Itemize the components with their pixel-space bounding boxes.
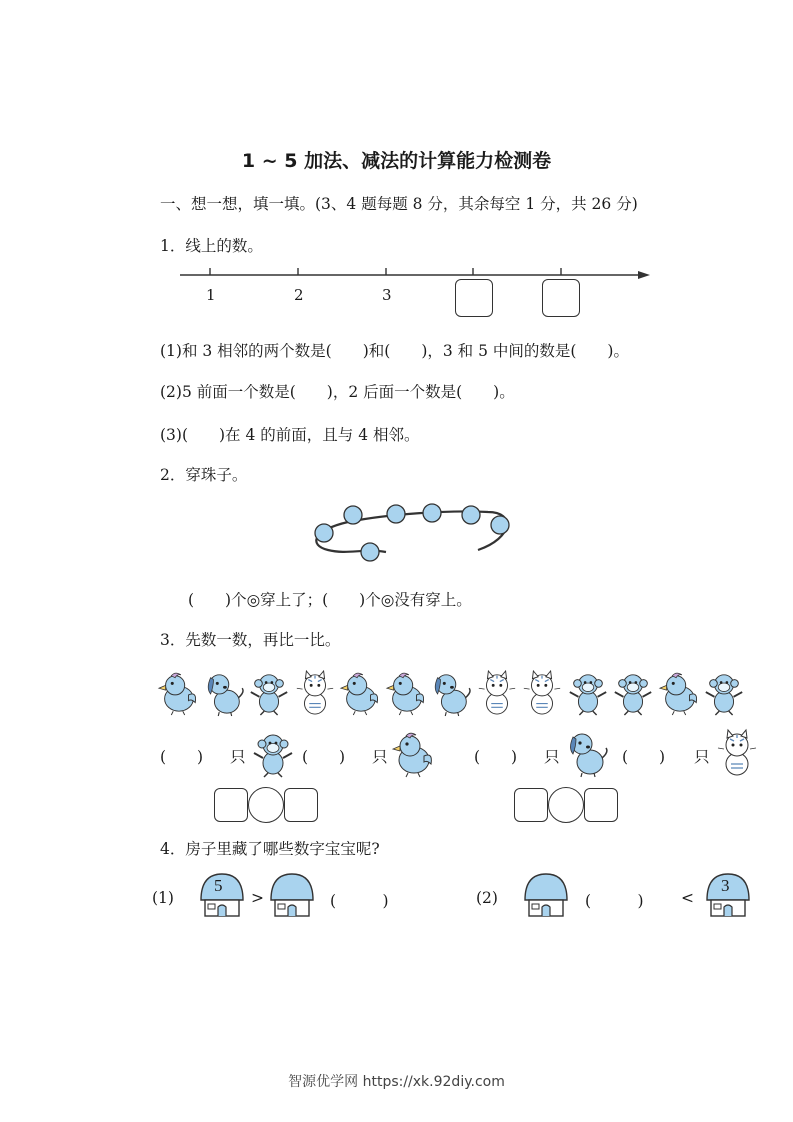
- q1-sub3: (3)( )在 4 的前面，且与 4 相邻。: [160, 426, 420, 444]
- bird-icon: [338, 668, 382, 718]
- monkey-icon: [247, 668, 291, 718]
- q4-part2-label: (2): [476, 889, 498, 907]
- q2-answer: ( )个◎穿上了；( )个◎没有穿上。: [188, 591, 472, 609]
- count-blank-dog[interactable]: ( ): [474, 748, 518, 766]
- count-blank-bird[interactable]: ( ): [302, 748, 346, 766]
- q3-heading: 3．先数一数，再比一比。: [160, 631, 341, 649]
- unit-label: 只: [544, 748, 560, 766]
- house-icon: [268, 872, 316, 920]
- monkey-icon: [250, 730, 296, 778]
- compare-count-box[interactable]: [514, 788, 548, 822]
- q4-heading: 4．房子里藏了哪些数字宝宝呢?: [160, 840, 380, 858]
- footer-watermark: 智源优学网 https://xk.92diy.com: [288, 1074, 505, 1090]
- cat-icon: [293, 668, 337, 718]
- unit-label: 只: [230, 748, 246, 766]
- answer-blank[interactable]: ( ): [330, 892, 389, 910]
- tick-label-1: 1: [206, 286, 216, 304]
- q2-heading: 2．穿珠子。: [160, 466, 248, 484]
- house-number: 3: [721, 876, 730, 895]
- answer-blank[interactable]: ( ): [585, 892, 644, 910]
- bird-icon: [657, 668, 701, 718]
- page-title: 1 ~ 5 加法、减法的计算能力检测卷: [241, 150, 552, 172]
- bead-string-illustration: [308, 500, 518, 568]
- dog-icon: [564, 728, 610, 778]
- compare-count-box[interactable]: [584, 788, 618, 822]
- greater-than-sign: >: [251, 889, 264, 907]
- monkey-icon: [566, 668, 610, 718]
- compare-sign-circle[interactable]: [248, 787, 284, 823]
- number-line: [170, 262, 660, 322]
- q4-part1-label: (1): [152, 889, 174, 907]
- monkey-icon: [611, 668, 655, 718]
- bird-icon: [390, 730, 436, 778]
- count-blank-cat[interactable]: ( ): [622, 748, 666, 766]
- animal-row: [156, 668, 756, 720]
- dog-icon: [429, 668, 473, 718]
- q1-sub2: (2)5 前面一个数是( )，2 后面一个数是( )。: [160, 383, 515, 401]
- less-than-sign: <: [681, 889, 694, 907]
- count-blank-monkey[interactable]: ( ): [160, 748, 204, 766]
- cat-icon: [520, 668, 564, 718]
- cat-icon: [475, 668, 519, 718]
- dog-icon: [202, 668, 246, 718]
- house-icon: [522, 872, 570, 920]
- tick-label-3: 3: [382, 286, 392, 304]
- unit-label: 只: [372, 748, 388, 766]
- cat-icon: [714, 728, 760, 778]
- answer-box-4[interactable]: [455, 279, 493, 317]
- compare-sign-circle[interactable]: [548, 787, 584, 823]
- tick-label-2: 2: [294, 286, 304, 304]
- unit-label: 只: [694, 748, 710, 766]
- q1-sub1: (1)和 3 相邻的两个数是( )和( )，3 和 5 中间的数是( )。: [160, 342, 629, 360]
- bird-icon: [156, 668, 200, 718]
- house-number: 5: [214, 876, 223, 895]
- q1-heading: 1．线上的数。: [160, 237, 263, 255]
- bird-icon: [384, 668, 428, 718]
- section-heading: 一、想一想，填一填。(3、4 题每题 8 分，其余每空 1 分，共 26 分): [160, 195, 638, 213]
- compare-count-box[interactable]: [214, 788, 248, 822]
- compare-count-box[interactable]: [284, 788, 318, 822]
- answer-box-5[interactable]: [542, 279, 580, 317]
- monkey-icon: [702, 668, 746, 718]
